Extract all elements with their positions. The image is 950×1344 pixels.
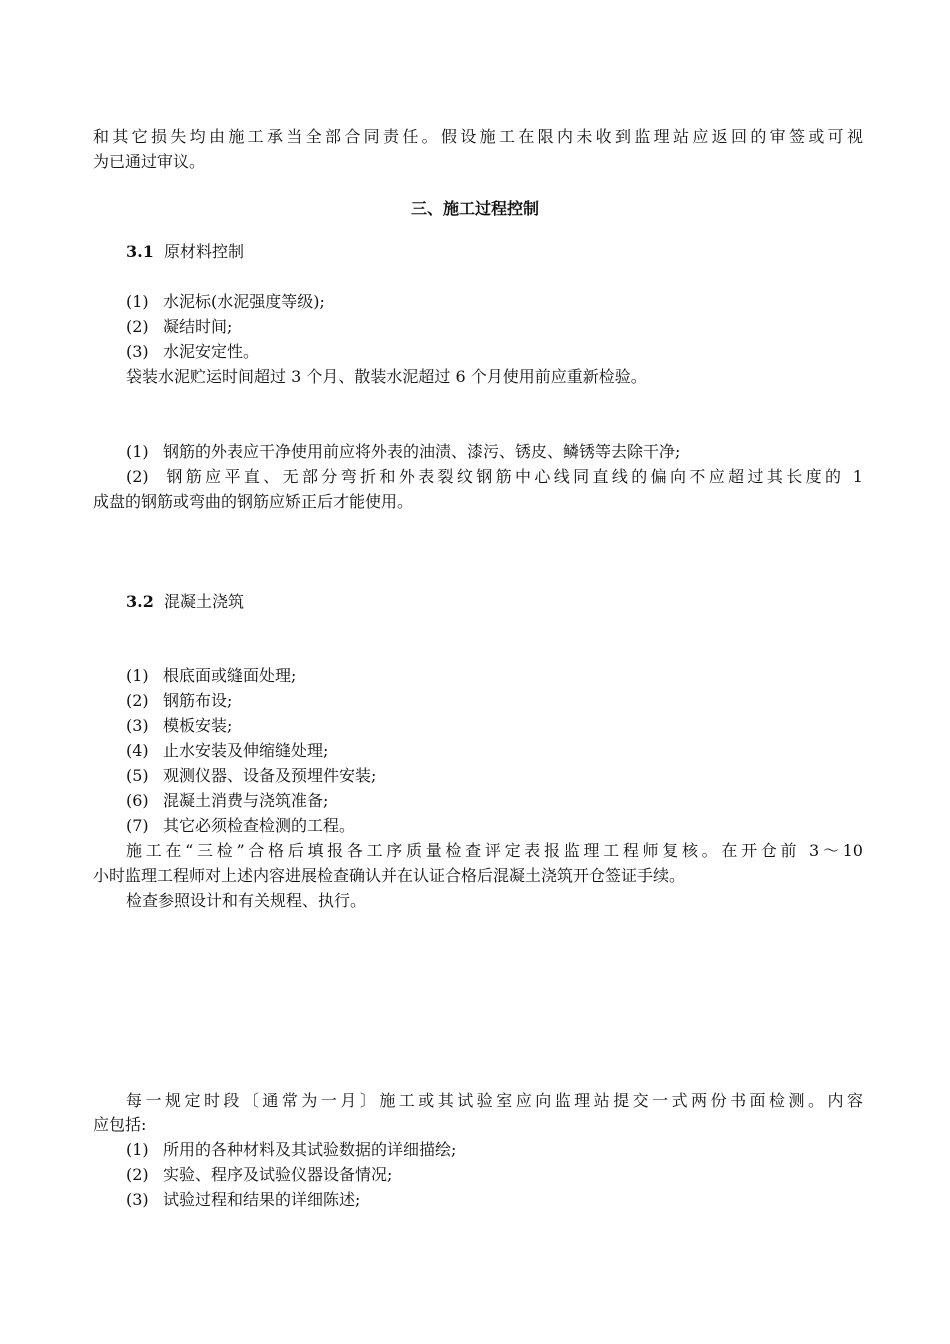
list-item: (7) 其它必须检查检测的工程。: [126, 816, 356, 835]
list-item: (1) 根底面或缝面处理;: [126, 666, 297, 685]
list-item: (2) 实验、程序及试验仪器设备情况;: [126, 1165, 393, 1184]
list-item: (3) 试验过程和结果的详细陈述;: [126, 1190, 361, 1209]
list-item: (1) 水泥标(水泥强度等级);: [126, 292, 325, 311]
storage-note: 袋装水泥贮运时间超过 3 个月、散装水泥超过 6 个月使用前应重新检验。: [126, 367, 647, 386]
list-item: (5) 观测仪器、设备及预埋件安装;: [126, 766, 377, 785]
list-item: (2) 钢筋应平直、无部分弯折和外表裂纹钢筋中心线同直线的偏向不应超过其长度的 1: [126, 467, 863, 486]
subsection-number: 3.2: [126, 592, 154, 611]
list-item: (6) 混凝土消费与浇筑准备;: [126, 791, 329, 810]
intro-line-2: 为已通过审议。: [93, 152, 206, 171]
subsection-3-1-title: [126, 240, 244, 264]
subsection-title: 原材料控制: [164, 242, 245, 261]
inspection-paragraph-line-1: 施工在“三检”合格后填报各工序质量检查评定表报监理工程师复核。在开仓前 3～10: [126, 841, 863, 860]
subsection-title: 混凝土浇筑: [164, 592, 245, 611]
section-heading: 三、施工过程控制: [410, 199, 539, 218]
list-item: (2) 凝结时间;: [126, 317, 233, 336]
subsection-3-2-title: [126, 590, 244, 614]
list-item: (4) 止水安装及伸缩缝处理;: [126, 741, 329, 760]
list-item: (3) 水泥安定性。: [126, 342, 260, 361]
list-item: (3) 模板安装;: [126, 716, 233, 735]
steel-continuation: 成盘的钢筋或弯曲的钢筋应矫正后才能使用。: [93, 492, 414, 511]
list-item: (2) 钢筋布设;: [126, 691, 233, 710]
reference-paragraph: 检查参照设计和有关规程、执行。: [126, 891, 367, 910]
intro-line-1: 和其它损失均由施工承当全部合同责任。假设施工在限内未收到监理站应返回的审签或可视: [93, 127, 863, 146]
list-item: (1) 所用的各种材料及其试验数据的详细描绘;: [126, 1140, 457, 1159]
list-item: (1) 钢筋的外表应干净使用前应将外表的油渍、漆污、锈皮、鳞锈等去除干净;: [126, 442, 681, 461]
report-paragraph-line-1: 每一规定时段〔通常为一月〕施工或其试验室应向监理站提交一式两份书面检测。内容: [126, 1091, 863, 1110]
report-paragraph-line-2: 应包括:: [93, 1115, 147, 1134]
inspection-paragraph-line-2: 小时监理工程师对上述内容进展检查确认并在认证合格后混凝土浇筑开仓签证手续。: [93, 866, 686, 885]
subsection-number: 3.1: [126, 242, 154, 261]
